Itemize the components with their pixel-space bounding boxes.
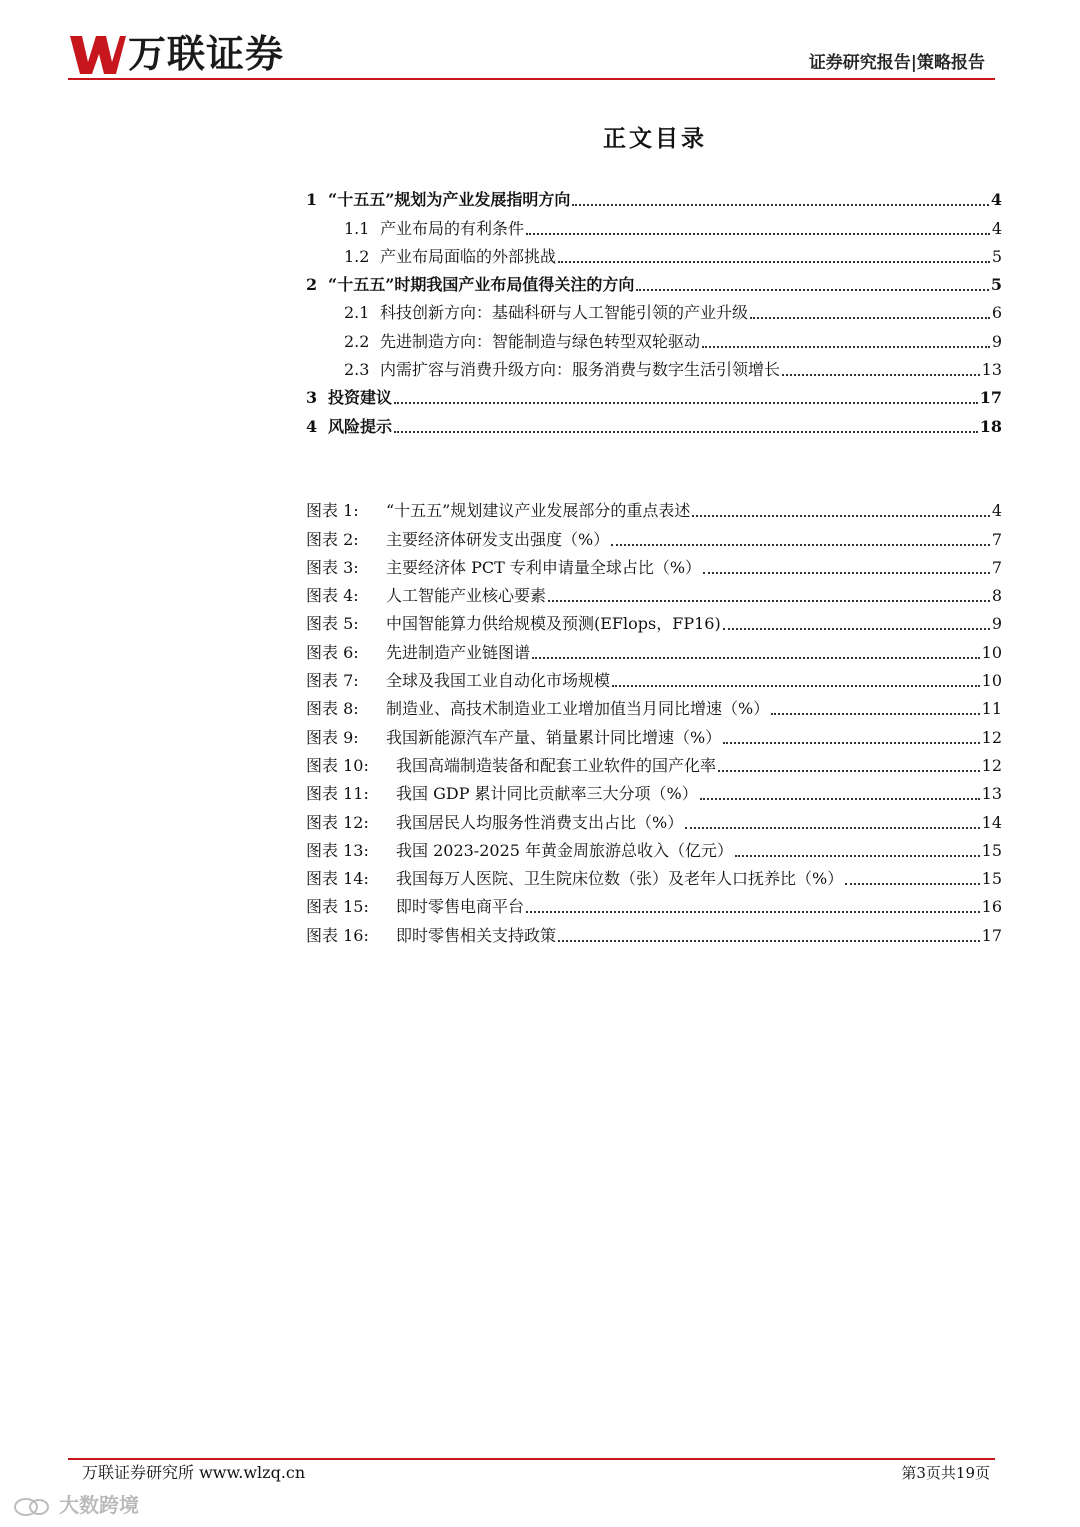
dot-leader bbox=[636, 289, 988, 291]
figure-title: 制造业、高技术制造业工业增加值当月同比增速（%） bbox=[386, 699, 770, 719]
figure-entry[interactable] bbox=[306, 550, 1002, 578]
header-divider bbox=[68, 78, 995, 80]
footer-divider bbox=[68, 1458, 995, 1460]
dot-leader bbox=[723, 742, 979, 744]
dot-leader bbox=[526, 233, 990, 235]
figure-number: 图表 12: bbox=[306, 812, 369, 832]
figure-title: 即时零售电商平台 bbox=[396, 897, 525, 917]
figure-number: 图表 10: bbox=[306, 755, 369, 775]
dot-leader bbox=[572, 204, 988, 206]
figure-entry[interactable] bbox=[306, 578, 1002, 606]
figure-entry[interactable] bbox=[306, 606, 1002, 634]
dot-leader bbox=[703, 572, 990, 574]
dot-leader bbox=[692, 515, 989, 517]
dot-leader bbox=[611, 544, 990, 546]
toc-entry-number: 1.2 bbox=[344, 246, 370, 266]
figure-entry[interactable] bbox=[306, 691, 1002, 719]
dot-leader bbox=[700, 798, 980, 800]
figure-title: 我国新能源汽车产量、销量累计同比增速（%） bbox=[386, 727, 722, 747]
toc-entry-title: 风险提示 bbox=[328, 416, 393, 436]
toc-entry-number: 1 bbox=[306, 190, 318, 210]
figure-title: 中国智能算力供给规模及预测(EFlops，FP16) bbox=[386, 614, 721, 634]
logo-text: 万联证券 bbox=[128, 32, 285, 76]
figure-number: 图表 6: bbox=[306, 642, 359, 662]
toc-entry-number: 1.1 bbox=[344, 218, 370, 238]
figure-page: 9 bbox=[991, 614, 1002, 634]
toc-list bbox=[306, 182, 1002, 437]
figure-number: 图表 2: bbox=[306, 529, 359, 549]
toc-entry[interactable] bbox=[306, 352, 1002, 380]
figure-number: 图表 1: bbox=[306, 501, 359, 521]
figure-entry[interactable] bbox=[306, 804, 1002, 832]
toc-entry-title: 投资建议 bbox=[328, 388, 393, 408]
figure-entry[interactable] bbox=[306, 748, 1002, 776]
dot-leader bbox=[771, 713, 979, 715]
figure-title: 全球及我国工业自动化市场规模 bbox=[386, 671, 611, 691]
toc-entry-title: 产业布局的有利条件 bbox=[380, 218, 525, 238]
figure-title: 主要经济体研发支出强度（%） bbox=[386, 529, 610, 549]
figure-page: 13 bbox=[981, 784, 1002, 804]
figure-title: 即时零售相关支持政策 bbox=[396, 925, 557, 945]
footer-institute: 万联证券研究所 www.wlzq.cn bbox=[82, 1463, 306, 1482]
figure-title: 我国居民人均服务性消费支出占比（%） bbox=[396, 812, 684, 832]
figure-title: 我国高端制造装备和配套工业软件的国产化率 bbox=[396, 755, 717, 775]
dot-leader bbox=[558, 261, 990, 263]
figure-page: 4 bbox=[991, 501, 1002, 521]
figure-page: 7 bbox=[991, 529, 1002, 549]
toc-entry-number: 2 bbox=[306, 275, 318, 295]
toc-entry-page: 17 bbox=[979, 388, 1002, 408]
toc-entry[interactable] bbox=[306, 323, 1002, 351]
figure-page: 8 bbox=[991, 586, 1002, 606]
figure-entry[interactable] bbox=[306, 493, 1002, 521]
figure-entry[interactable] bbox=[306, 833, 1002, 861]
figure-number: 图表 4: bbox=[306, 586, 359, 606]
toc-entry-number: 2.1 bbox=[344, 303, 370, 323]
watermark-logo-icon bbox=[12, 1497, 52, 1517]
watermark-text: 大数跨境 bbox=[58, 1493, 139, 1517]
figure-number: 图表 8: bbox=[306, 699, 359, 719]
figure-page: 14 bbox=[981, 812, 1002, 832]
figure-title: 先进制造产业链图谱 bbox=[386, 642, 531, 662]
figure-entry[interactable] bbox=[306, 719, 1002, 747]
wanlian-logo-icon bbox=[68, 34, 126, 76]
dot-leader bbox=[750, 317, 990, 319]
figure-number: 图表 5: bbox=[306, 614, 359, 634]
figure-page: 12 bbox=[981, 755, 1002, 775]
figure-page: 11 bbox=[981, 699, 1002, 719]
figure-number: 图表 7: bbox=[306, 671, 359, 691]
dot-leader bbox=[782, 374, 980, 376]
toc-entry[interactable] bbox=[306, 267, 1002, 295]
figure-number: 图表 15: bbox=[306, 897, 369, 917]
figure-entry[interactable] bbox=[306, 521, 1002, 549]
toc-entry[interactable] bbox=[306, 210, 1002, 238]
figure-page: 10 bbox=[981, 642, 1002, 662]
dot-leader bbox=[612, 685, 980, 687]
toc-title: 正文目录 bbox=[603, 125, 707, 152]
dot-leader bbox=[548, 600, 990, 602]
toc-entry-number: 4 bbox=[306, 416, 318, 436]
toc-entry-page: 5 bbox=[991, 246, 1002, 266]
toc-entry-title: “十五五”时期我国产业布局值得关注的方向 bbox=[328, 275, 635, 295]
toc-entry-page: 18 bbox=[979, 416, 1002, 436]
figure-title: 我国 2023-2025 年黄金周旅游总收入（亿元） bbox=[396, 840, 734, 860]
figure-title: 主要经济体 PCT 专利申请量全球占比（%） bbox=[386, 557, 702, 577]
figure-number: 图表 16: bbox=[306, 925, 369, 945]
figure-page: 15 bbox=[981, 869, 1002, 889]
figure-page: 15 bbox=[981, 840, 1002, 860]
figure-entry[interactable] bbox=[306, 634, 1002, 662]
toc-entry-page: 5 bbox=[990, 275, 1002, 295]
figure-title: 人工智能产业核心要素 bbox=[386, 586, 547, 606]
figure-page: 10 bbox=[981, 671, 1002, 691]
dot-leader bbox=[394, 431, 978, 433]
figure-number: 图表 3: bbox=[306, 557, 359, 577]
figure-number: 图表 9: bbox=[306, 727, 359, 747]
page-number: 第3页共19页 bbox=[901, 1464, 990, 1482]
watermark bbox=[12, 1492, 139, 1518]
toc-entry-page: 9 bbox=[991, 331, 1002, 351]
figure-page: 17 bbox=[981, 925, 1002, 945]
toc-entry[interactable] bbox=[306, 380, 1002, 408]
dot-leader bbox=[558, 940, 980, 942]
figure-number: 图表 13: bbox=[306, 840, 369, 860]
toc-entry[interactable] bbox=[306, 239, 1002, 267]
figure-entry[interactable] bbox=[306, 917, 1002, 945]
toc-entry-title: 先进制造方向：智能制造与绿色转型双轮驱动 bbox=[380, 331, 701, 351]
figure-number: 图表 14: bbox=[306, 869, 369, 889]
figure-page: 7 bbox=[991, 557, 1002, 577]
toc-entry-number: 3 bbox=[306, 388, 318, 408]
figure-page: 12 bbox=[981, 727, 1002, 747]
toc-entry-page: 4 bbox=[990, 190, 1002, 210]
dot-leader bbox=[723, 628, 990, 630]
toc-entry-title: “十五五”规划为产业发展指明方向 bbox=[328, 190, 571, 210]
figure-list bbox=[306, 493, 1002, 946]
report-type: 证券研究报告|策略报告 bbox=[808, 53, 985, 73]
dot-leader bbox=[702, 346, 990, 348]
toc-entry-title: 科技创新方向：基础科研与人工智能引领的产业升级 bbox=[380, 303, 749, 323]
toc-entry[interactable] bbox=[306, 408, 1002, 436]
toc-entry-page: 4 bbox=[991, 218, 1002, 238]
dot-leader bbox=[526, 911, 980, 913]
toc-entry-page: 13 bbox=[981, 360, 1002, 380]
dot-leader bbox=[685, 827, 979, 829]
dot-leader bbox=[735, 855, 980, 857]
figure-page: 16 bbox=[981, 897, 1002, 917]
dot-leader bbox=[394, 402, 978, 404]
figure-title: 我国 GDP 累计同比贡献率三大分项（%） bbox=[396, 784, 698, 804]
toc-entry-number: 2.3 bbox=[344, 360, 370, 380]
toc-entry-page: 6 bbox=[991, 303, 1002, 323]
figure-title: 我国每万人医院、卫生院床位数（张）及老年人口抚养比（%） bbox=[396, 869, 844, 889]
figure-number: 图表 11: bbox=[306, 784, 369, 804]
figure-entry[interactable] bbox=[306, 663, 1002, 691]
dot-leader bbox=[718, 770, 980, 772]
dot-leader bbox=[845, 883, 979, 885]
dot-leader bbox=[532, 657, 980, 659]
toc-entry[interactable] bbox=[306, 295, 1002, 323]
figure-entry[interactable] bbox=[306, 889, 1002, 917]
figure-entry[interactable] bbox=[306, 776, 1002, 804]
figure-entry[interactable] bbox=[306, 861, 1002, 889]
toc-entry-number: 2.2 bbox=[344, 331, 370, 351]
toc-entry-title: 产业布局面临的外部挑战 bbox=[380, 246, 557, 266]
toc-entry[interactable] bbox=[306, 182, 1002, 210]
figure-title: “十五五”规划建议产业发展部分的重点表述 bbox=[386, 501, 691, 521]
toc-entry-title: 内需扩容与消费升级方向：服务消费与数字生活引领增长 bbox=[380, 360, 781, 380]
